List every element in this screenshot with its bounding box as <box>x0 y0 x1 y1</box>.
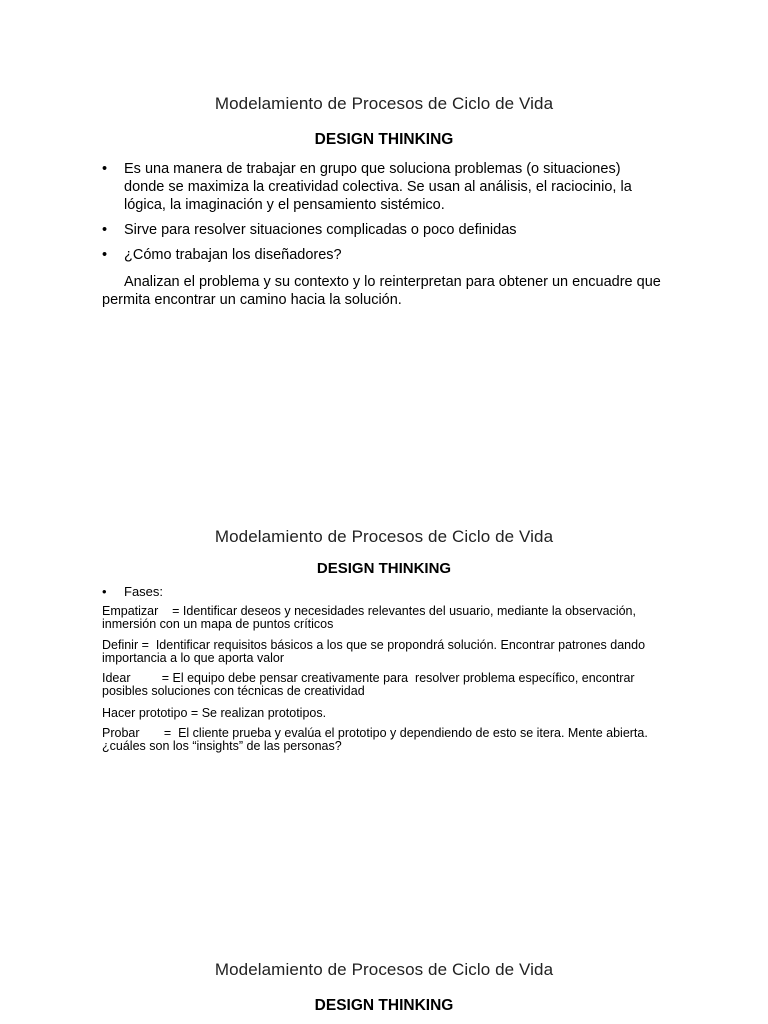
slide-subtitle: DESIGN THINKING <box>314 997 454 1014</box>
bullet-icon: • <box>102 161 108 177</box>
slide-title: Modelamiento de Procesos de Ciclo de Vida <box>214 94 554 113</box>
bullet-icon: • <box>102 222 108 238</box>
bullet-text: Sirve para resolver situaciones complicadas o poco definidas <box>124 222 517 238</box>
bullet-icon: • <box>102 247 108 263</box>
bullet-icon: • <box>102 584 107 599</box>
paragraph: Analizan el problema y su contexto y lo reinterpretan para obtener un encuadre que permita encontrar un camino hacia la solución. <box>102 274 661 308</box>
phase-definir: Definir = Identificar requisitos básicos a los que se propondrá solución. Encontrar patrones dando importancia a lo que aporta valor <box>102 638 649 665</box>
slide-title: Modelamiento de Procesos de Ciclo de Vida <box>214 960 554 979</box>
list-item <box>102 221 662 239</box>
list-item <box>102 160 662 214</box>
slide-title: Modelamiento de Procesos de Ciclo de Vida <box>214 527 554 546</box>
phase-probar: Probar = El cliente prueba y evalúa el prototipo y dependiendo de esto se itera. Mente abierta. ¿cuáles son los “insights” de las personas? <box>102 726 652 753</box>
list-item <box>102 584 662 599</box>
slide-subtitle: DESIGN THINKING <box>316 560 452 577</box>
bullet-list <box>102 160 662 271</box>
bullet-text: Fases: <box>124 584 164 599</box>
bullet-list <box>102 584 662 599</box>
bullet-text: ¿Cómo trabajan los diseñadores? <box>124 247 342 263</box>
phase-empatizar: Empatizar = Identificar deseos y necesidades relevantes del usuario, mediante la observación, inmersión con un mapa de puntos críticos <box>102 604 640 631</box>
list-item <box>102 246 662 264</box>
slide-subtitle: DESIGN THINKING <box>314 131 454 148</box>
phase-hacer-prototipo: Hacer prototipo = Se realizan prototipos. <box>102 706 327 720</box>
phase-idear: Idear = El equipo debe pensar creativamente para resolver problema específico, encontrar posibles soluciones con técnicas de creatividad <box>102 671 639 698</box>
bullet-text: Es una manera de trabajar en grupo que soluciona problemas (o situaciones) donde se maximiza la creatividad colectiva. Se usan al análisis, el raciocinio, la lógica, la imaginación y el pensamiento sistémico. <box>124 161 632 213</box>
